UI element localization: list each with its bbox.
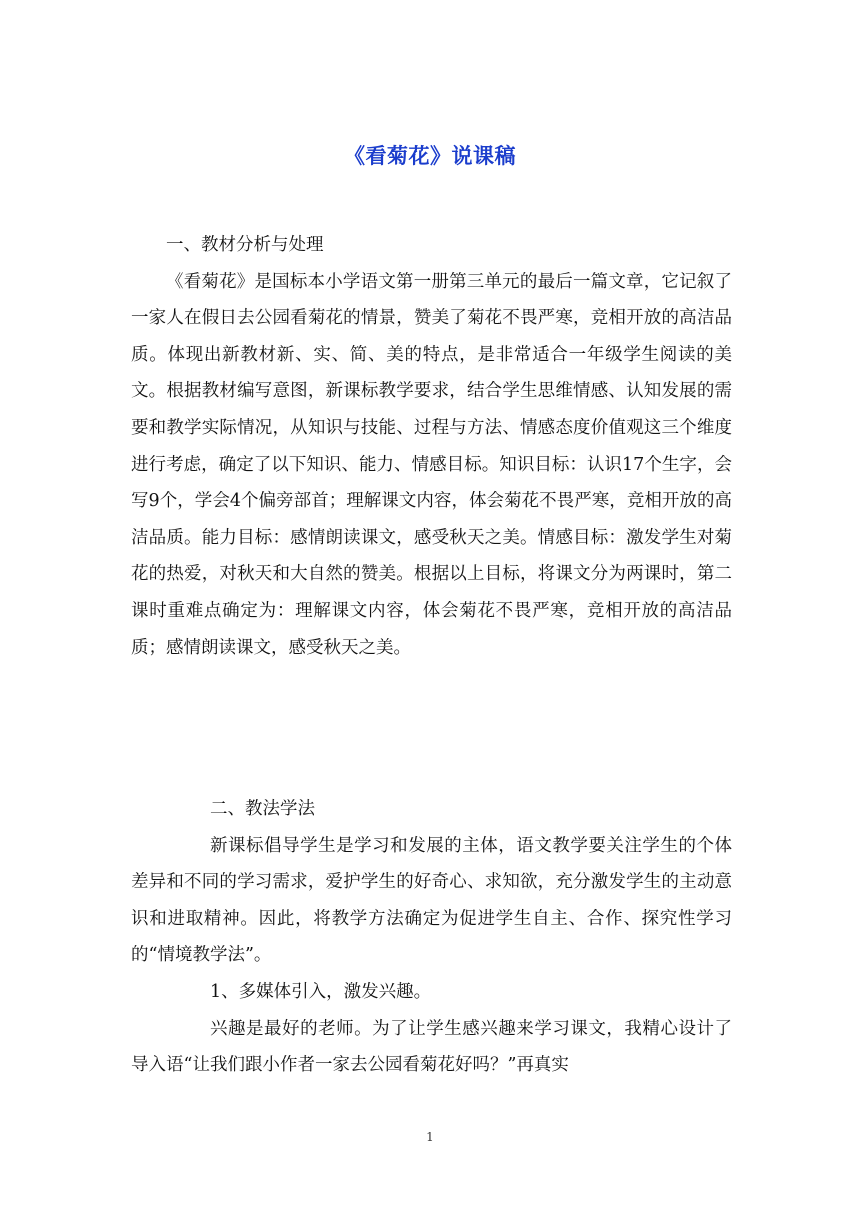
list-item-paragraph: 兴趣是最好的老师。为了让学生感兴趣来学习课文，我精心设计了导入语“让我们跟小作者一家去公园看菊花好吗？”再真实 (131, 1018, 732, 1076)
document-title: 《看菊花》说课稿 (344, 143, 516, 168)
page-number: 1 (426, 1130, 434, 1144)
section-teaching-methods (131, 791, 732, 1084)
list-item-heading: 1、多媒体引入，激发兴趣。 (210, 981, 432, 1002)
section-heading: 二、教法学法 (210, 799, 315, 819)
section-paragraph: 新课标倡导学生是学习和发展的主体，语文教学要关注学生的个体差异和不同的学习需求，爱护学生的好奇心、求知欲，充分激发学生的主动意识和进取精神。因此，将教学方法确定为促进学生自主、合作、探究性学习的“情境教学法”。 (131, 835, 732, 966)
section-teaching-material (131, 227, 732, 666)
section-paragraph: 《看菊花》是国标本小学语文第一册第三单元的最后一篇文章，它记叙了一家人在假日去公园看菊花的情景，赞美了菊花不畏严寒，竞相开放的高洁品质。体现出新教材新、实、简、美的特点，是非常适合一年级学生阅读的美文。根据教材编写意图，新课标教学要求，结合学生思维情感、认知发展的需要和教学实际情况，从知识与技能、过程与方法、情感态度价值观这三个维度进行考虑，确定了以下知识、能力、情感目标。知识目标：认识17个生字，会写9个，学会4个偏旁部首；理解课文内容，体会菊花不畏严寒，竞相开放的高洁品质。能力目标：感情朗读课文，感受秋天之美。情感目标：激发学生对菊花的热爱，对秋天和大自然的赞美。根据以上目标，将课文分为两课时，第二课时重难点确定为：理解课文内容，体会菊花不畏严寒，竞相开放的高洁品质；感情朗读课文，感受秋天之美。 (131, 271, 732, 658)
section-heading: 一、教材分析与处理 (166, 235, 324, 255)
